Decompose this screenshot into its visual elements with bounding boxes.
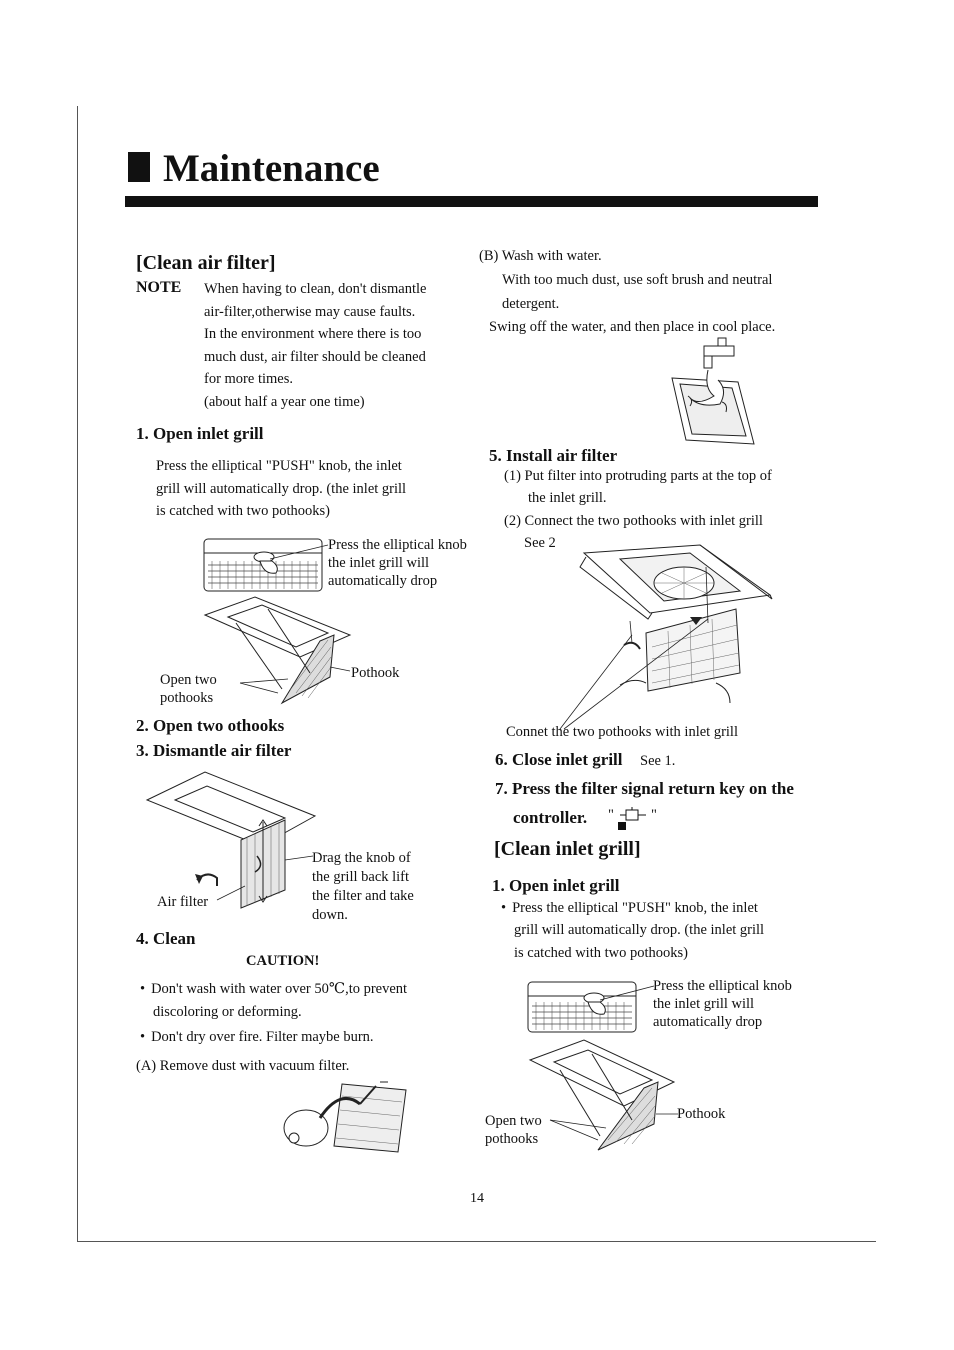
step7-heading-cont: controller. <box>513 808 588 827</box>
step7-quote-open: " <box>608 807 614 823</box>
caution-bullet-1: • Don't wash with water over 50℃,to prevent <box>140 978 407 1001</box>
step1-text: Press the elliptical "PUSH" knob, the inlet grill will automatically drop. (the inlet grill is catched with two pothooks) <box>156 458 407 520</box>
inlet-knob-callout: Press the elliptical knob the inlet grill will automatically drop <box>653 978 792 1030</box>
step-b-line2: With too much dust, use soft brush and neutral <box>502 272 773 288</box>
step1-pothook-callout: Pothook <box>351 665 400 681</box>
filter-signal-key-icon <box>616 806 648 832</box>
step-b-line3: detergent. <box>502 296 560 312</box>
step1-knob-callout: Press the elliptical knob the inlet grill will automatically drop <box>328 537 467 589</box>
grill-knob-figure <box>200 535 330 595</box>
step3-air-filter-callout: Air filter <box>157 894 209 910</box>
install-filter-figure <box>540 543 775 743</box>
note-label: NOTE <box>136 279 182 296</box>
caution-bullet-1-cont: discoloring or deforming. <box>153 1004 302 1020</box>
step7-quote-close: " <box>651 807 657 823</box>
step6-heading: 6. Close inlet grill <box>495 750 623 769</box>
inlet-step1-text-1: • Press the elliptical "PUSH" knob, the inlet <box>501 897 758 920</box>
note-text: When having to clean, don't dismantle air-filter,otherwise may cause faults. In the environment where there is too much dust, air filter should be cleaned for more times. (about half a year one time) <box>204 281 427 410</box>
caution-label: CAUTION! <box>246 953 320 969</box>
page-title: Maintenance <box>163 147 380 190</box>
wash-filter-figure <box>668 336 758 448</box>
inlet-step1-text-3: is catched with two pothooks) <box>514 945 688 961</box>
clean-inlet-grill-heading: [Clean inlet grill] <box>494 838 641 860</box>
step1-heading: 1. Open inlet grill <box>136 424 264 443</box>
inlet-dropped-grill-figure <box>528 1038 678 1153</box>
step5-heading: 5. Install air filter <box>489 446 618 465</box>
step5-line2: the inlet grill. <box>528 490 607 506</box>
step5-line3: (2) Connect the two pothooks with inlet grill <box>504 513 763 529</box>
dismantle-filter-figure <box>145 770 320 910</box>
inlet-grill-knob-figure <box>526 978 656 1036</box>
inlet-step1-text-2: grill will automatically drop. (the inlet grill <box>514 922 765 938</box>
step5-line4: See 2 <box>524 535 556 551</box>
step2-heading: 2. Open two othooks <box>136 716 285 735</box>
dropped-grill-figure <box>200 595 355 705</box>
bottom-margin-rule <box>77 1241 876 1242</box>
step-b-line1: (B) Wash with water. <box>479 248 602 264</box>
step5-line1: (1) Put filter into protruding parts at the top of <box>504 468 772 484</box>
clean-air-filter-heading: [Clean air filter] <box>136 252 276 274</box>
step4-heading: 4. Clean <box>136 929 196 948</box>
step7-heading: 7. Press the filter signal return key on the <box>495 779 794 798</box>
step-b-line4: Swing off the water, and then place in cool place. <box>489 319 776 335</box>
step4-a-text: (A) Remove dust with vacuum filter. <box>136 1058 350 1074</box>
step1-open-pothooks-callout: Open two pothooks <box>160 672 217 706</box>
caution-bullet-2: • Don't dry over fire. Filter maybe burn. <box>140 1026 374 1049</box>
step5-caption: Connet the two pothooks with inlet grill <box>506 724 738 740</box>
vacuum-cleaner-figure <box>280 1080 410 1155</box>
left-margin-rule <box>77 106 78 1242</box>
step6-see: See 1. <box>640 753 676 769</box>
page-number: 14 <box>470 1191 484 1206</box>
inlet-step1-heading: 1. Open inlet grill <box>492 876 620 895</box>
title-rule <box>125 196 818 207</box>
step3-heading: 3. Dismantle air filter <box>136 741 292 760</box>
inlet-pothook-callout: Pothook <box>677 1106 726 1122</box>
inlet-open-pothooks-callout: Open two pothooks <box>485 1113 542 1147</box>
title-square-icon <box>128 152 150 182</box>
step3-drag-callout: Drag the knob of the grill back lift the filter and take down. <box>312 850 414 923</box>
